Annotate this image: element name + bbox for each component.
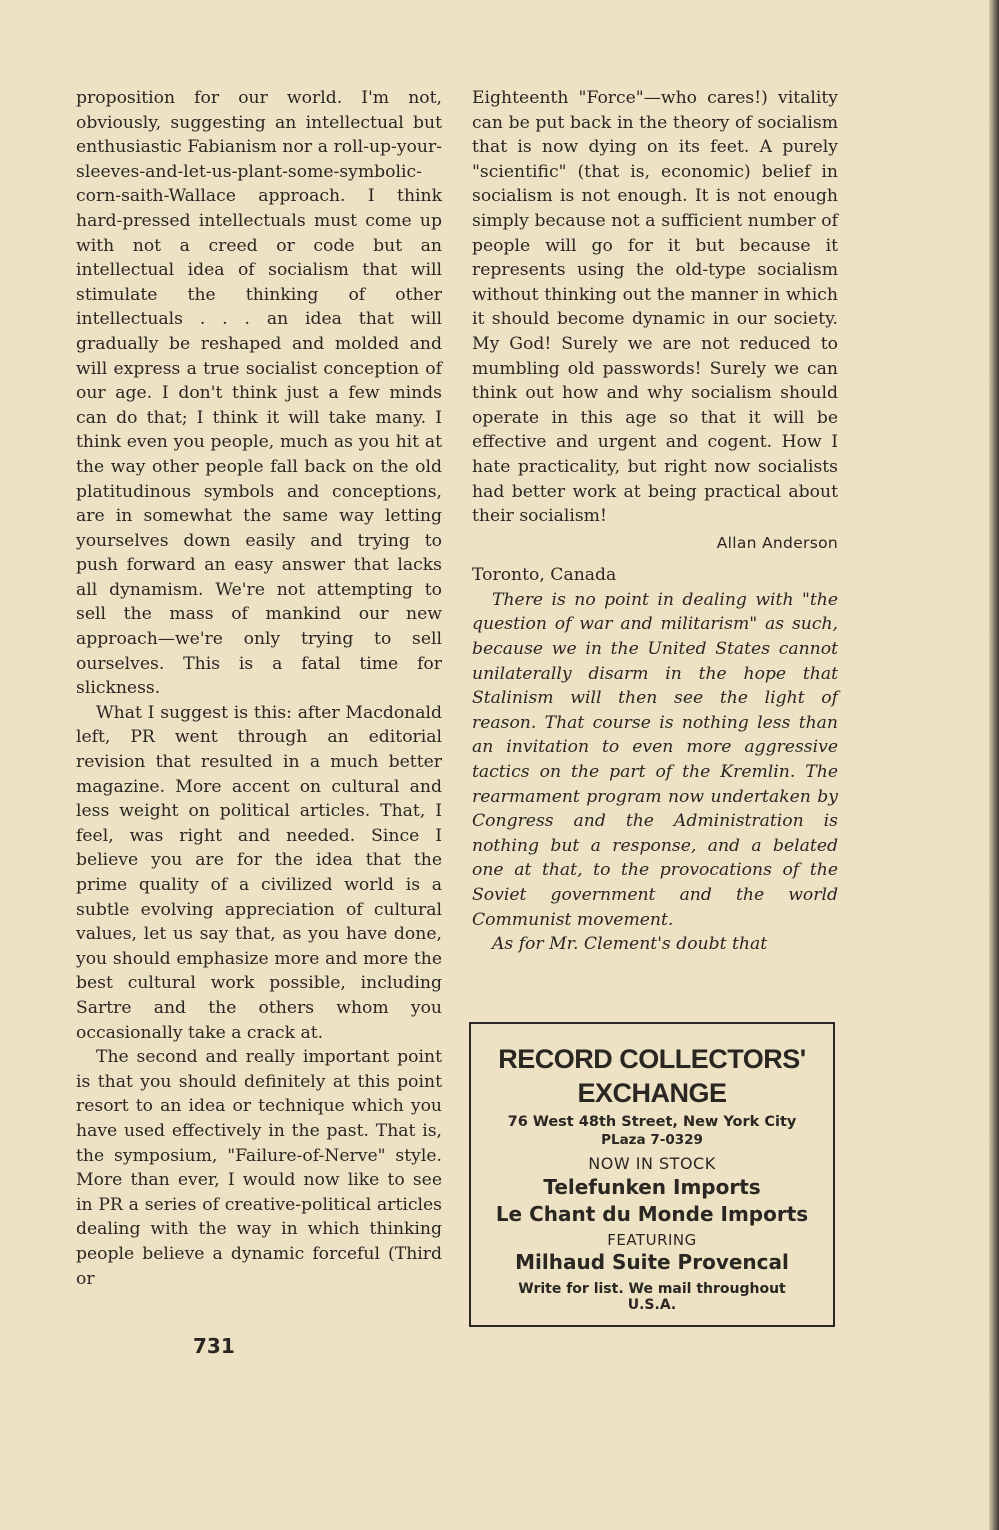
ad-title-line2: EXCHANGE xyxy=(577,1078,727,1108)
ad-usa: U.S.A. xyxy=(627,1297,677,1313)
ad-phone: PLaza 7-0329 xyxy=(601,1132,703,1148)
signature-name: Allan Anderson xyxy=(716,533,838,552)
record-collectors-advertisement xyxy=(469,1022,835,1327)
body-paragraph: What I suggest is this: after Macdonald left, PR went through an editorial revision that resulted in a much better magazine. More accent on cultural and less weight on political articles. That, I feel, was right and needed. Since I believe you are for the idea that the prime quality of a civilized world is a subtle evolving appreciation of cultural values, let us say that, as you have done, you should emphasize more and more the best cultural work possible, including Sartre and the others whom you occasionally take a crack at. xyxy=(76,702,442,1043)
signature-place: Toronto, Canada xyxy=(472,565,617,586)
page-number: 731 xyxy=(193,1334,235,1358)
body-paragraph: Eighteenth "Force"—who cares!) vitality can be put back in the theory of socialism that is now dying on its feet. A purely "scientific" (that is, economic) belief in socialism is not enough. It is not enough simply because not a sufficient number of people will go for it but because it represents using the old-type socialism without thinking out the manner in which it should become dynamic in our society. My God! Surely we are not reduced to mumbling old passwords! Surely we can think out how and why socialism should operate in this age so that it will be effective and urgent and cogent. How I hate practicality, but right now socialists had better work at being practical about their socialism! xyxy=(472,88,838,527)
editor-reply-paragraph: There is no point in dealing with "the question of war and militarism" as such, because we in the United States cannot unilaterally disarm in the hope that Stalinism will then see the light of reason. That course is nothing less than an invitation to even more aggressive tactics on the part of the Kremlin. The rearmament program now undertaken by Congress and the Administration is nothing but a response, and a belated one at that, to the provocations of the Soviet government and the world Communist movement. xyxy=(472,589,838,930)
left-column xyxy=(76,86,442,1291)
ad-write: Write for list. We mail throughout xyxy=(518,1281,786,1297)
ad-title: RECORD COLLECTORS' xyxy=(498,1044,806,1074)
right-column xyxy=(472,86,838,957)
ad-import-chant-du-monde: Le Chant du Monde Imports xyxy=(495,1202,809,1226)
ad-import-telefunken: Telefunken Imports xyxy=(543,1175,761,1199)
page-edge xyxy=(989,0,999,1530)
ad-suite: Milhaud Suite Provencal xyxy=(515,1250,789,1274)
editor-reply-continuation: As for Mr. Clement's doubt that xyxy=(492,934,768,955)
body-paragraph: The second and really important point is that you should definitely at this point resort to an idea or technique which you have used effectively in the past. That is, the symposium, "Failure-of-Nerve" style. More than ever, I would now like to see in PR a series of creative-political articles dealing with the way in which thinking people believe a dynamic forceful (Third or xyxy=(76,1047,442,1289)
ad-in-stock: NOW IN STOCK xyxy=(588,1154,716,1173)
body-paragraph: proposition for our world. I'm not, obviously, suggesting an intellectual but enthusiastic Fabianism nor a roll-up-your-sleeves-and-let-us-plant-some-symbolic-corn-saith-Wallace approach. I think hard-pressed intellectuals must come up with not a creed or code but an intellectual idea of socialism that will stimulate the thinking of other intellectuals . . . an idea that will gradually be reshaped and molded and will express a true socialist conception of our age. I don't think just a few minds can do that; I think it will take many. I think even you people, much as you hit at the way other people fall back on the old platitudinous symbols and conceptions, are in somewhat the same way letting yourselves down easily and trying to push forward an easy answer that lacks all dynamism. We're not attempting to sell the mass of mankind our new approach—we're only trying to sell ourselves. This is a fatal time for slickness. xyxy=(76,88,442,699)
ad-address: 76 West 48th Street, New York City xyxy=(507,1114,797,1130)
ad-featuring: FEATURING xyxy=(607,1231,697,1249)
